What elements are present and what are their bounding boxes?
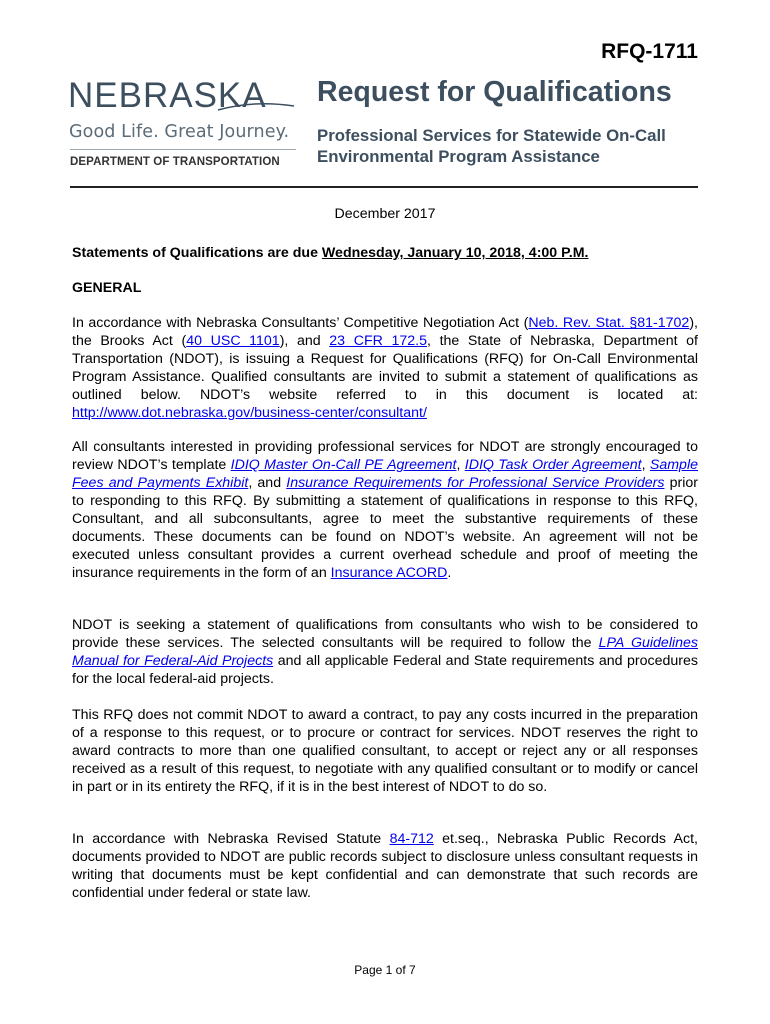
logo-divider [70,149,296,150]
p2-text: . [447,565,452,581]
link-ndot-consultant-site[interactable]: http://www.dot.nebraska.gov/business-center/consultant/ [72,405,427,421]
p5-text: In accordance with Nebraska Revised Statute [72,831,390,847]
p1-text: In accordance with Nebraska Consultants’ Competitive Negotiation Act ( [72,315,529,331]
p2-text: , [641,457,650,473]
p2-text: , [456,457,465,473]
page-number: Page 1 of 7 [354,963,416,977]
due-prefix: Statements of Qualifications are due [72,245,322,261]
logo-wordmark: NEBRASKA [68,76,267,115]
page-title: Request for Qualifications [317,76,672,108]
due-deadline: Wednesday, January 10, 2018, 4:00 P.M. [321,245,589,261]
rfq-number: RFQ-1711 [601,40,698,63]
document-date: December 2017 [334,206,436,222]
link-insurance-requirements[interactable]: Insurance Requirements for Professional Service Providers [286,475,665,491]
p2-text: , and [248,475,287,491]
due-statement [72,244,698,262]
page-subtitle: Professional Services for Statewide On-Call Environmental Program Assistance [317,126,666,166]
p1-text: , the State of Nebraska, Department of Transportation (NDOT), is issuing a Request for Qualifications (RFQ) for On-Call Environmental Program Assistance. Qualified consultants are invited to submit a statement of qualifications as outlined below. NDOT’s website referred to in this document is located at: [72,333,698,403]
p2-text: All consultants interested in providing professional services for NDOT are strongly encouraged to review NDOT’s template [72,439,698,473]
link-idiq-task-order[interactable]: IDIQ Task Order Agreement [464,457,642,473]
paragraph-templates [72,438,698,582]
p1-text: ), the Brooks Act ( [72,315,698,349]
link-lpa-guidelines[interactable]: LPA Guidelines Manual for Federal-Aid Projects [72,635,699,669]
header-divider [70,186,698,188]
paragraph-no-commitment [72,706,698,796]
link-23-cfr-172-5[interactable]: 23 CFR 172.5 [329,333,427,349]
link-neb-rev-stat[interactable]: Neb. Rev. Stat. §81-1702 [528,315,690,331]
p3-text: and all applicable Federal and State requirements and procedures for the local federal-aid projects. [72,653,698,687]
paragraph-act [72,314,698,422]
p5-text: et.seq., Nebraska Public Records Act, documents provided to NDOT are public records subject to disclosure unless consultant requests in writing that documents must be kept confidential and can demonstrate that such records are confidential under federal or state law. [72,831,698,901]
link-40-usc-1101[interactable]: 40 USC 1101 [186,333,280,349]
p2-text: prior to responding to this RFQ. By submitting a statement of qualifications in response to this RFQ, Consultant, and all subconsultants, agree to meet the substantive requirements of these documents. These documents can be found on NDOT’s website. An agreement will not be executed unless consultant provides a current overhead schedule and proof of meeting the insurance requirements in the form of an [72,475,699,581]
link-sample-fees-exhibit[interactable]: Sample Fees and Payments Exhibit [72,457,698,491]
link-insurance-acord[interactable]: Insurance ACORD [330,565,448,581]
logo-department: DEPARTMENT OF TRANSPORTATION [70,156,280,168]
link-idiq-master-agreement[interactable]: IDIQ Master On-Call PE Agreement [230,457,457,473]
p1-text: ), and [279,333,330,349]
link-statute-84-712[interactable]: 84-712 [389,831,434,847]
paragraph-public-records [72,830,698,902]
p4-text: This RFQ does not commit NDOT to award a contract, to pay any costs incurred in the preparation of a response to this request, or to procure or contract for services. NDOT reserves the right to award contracts to more than one qualified consultant, to accept or reject any or all responses received as a result of this request, to negotiate with any qualified consultant or to modify or cancel in part or in its entirety the RFQ, if it is in the best interest of NDOT to do so. [72,707,698,795]
section-heading: GENERAL [72,280,142,296]
logo-tagline: Good Life. Great Journey. [69,122,290,142]
p3-text: NDOT is seeking a statement of qualifications from consultants who wish to be considered to provide these services. The selected consultants will be required to follow the [72,617,698,651]
nebraska-dot-logo [68,76,296,176]
paragraph-seeking [72,616,698,688]
